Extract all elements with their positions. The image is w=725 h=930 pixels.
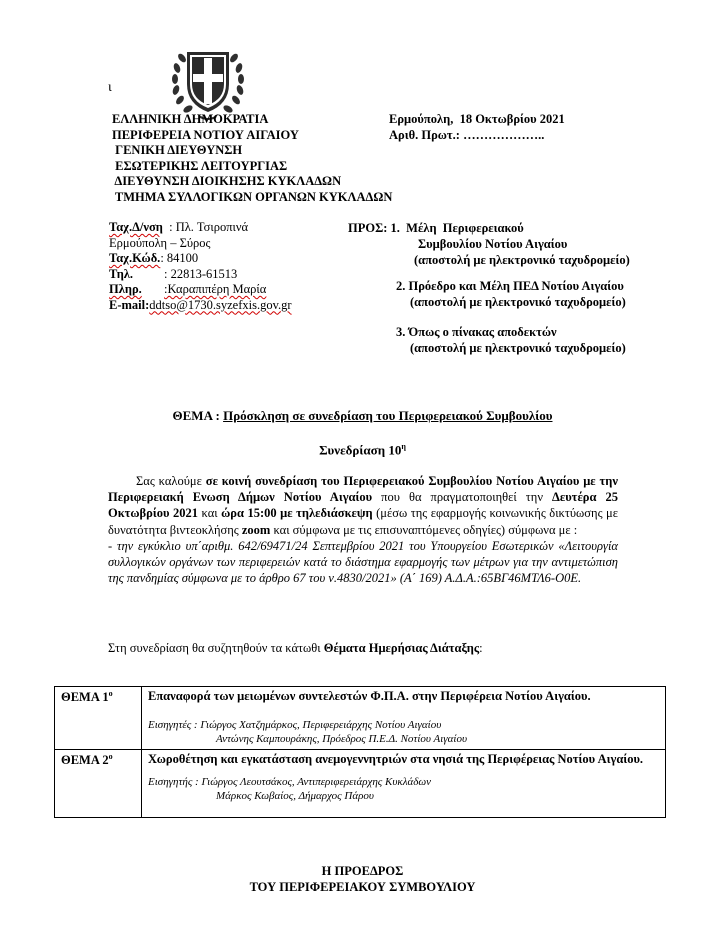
contact-block (109, 220, 292, 313)
subject-text: Πρόσκληση σε συνεδρίαση του Περιφερειακού Συμβουλίου (223, 408, 553, 423)
recipient-line: (αποστολή με ηλεκτρονικό ταχυδρομείο) (410, 295, 626, 309)
issuer-line: ΤΜΗΜΑ ΣΥΛΛΟΓΙΚΩΝ ΟΡΓΑΝΩΝ ΚΥΚΛΑΔΩΝ (112, 189, 393, 204)
issuer-line: ΠΕΡΙΦΕΡΕΙΑ ΝΟΤΙΟΥ ΑΙΓΑΙΟΥ (112, 127, 299, 142)
agenda-heading: Θέματα Ημερήσιας Διάταξης (323, 641, 480, 655)
signature-line: Η ΠΡΟΕΔΡΟΣ (321, 864, 404, 878)
text-run: και σύμφωνα με τις επισυναπτόμενες οδηγίες) σύμφωνα με : (270, 522, 578, 537)
recipient-line: (αποστολή με ηλεκτρονικό ταχυδρομείο) (414, 253, 630, 267)
contact-email (109, 298, 292, 314)
place-date: Ερμούπολη, 18 Οκτωβρίου 2021 (389, 112, 565, 126)
invitation-paragraph (108, 473, 618, 538)
contact-city: Ερμούπολη – Σύρος (109, 235, 211, 250)
recipients-block (348, 220, 630, 356)
agenda-item-title: Επαναφορά των μειωμένων συντελεστών Φ.Π.Α. στην Περιφέρεια Νοτίου Αιγαίου. (148, 689, 591, 703)
issuer-line: ΓΕΝΙΚΗ ΔΙΕΥΘΥΝΣΗ (112, 143, 243, 158)
recipient-3: 3. Όπως ο πίνακας αποδεκτών (396, 325, 557, 339)
circular-reference: - την εγκύκλιο υπ΄αριθμ. 642/69471/24 Σεπτεμβρίου 2021 του Υπουργείου Εσωτερικών «Λειτουργία συλλογικών οργάνων των περιφερειών κατά το διάστημα εφαρμογής των μέτρων για την αντιμετώπιση της πανδημίας σύμφωνα με το άρθρο 67 του ν.4830/2021» (Α΄ 169) Α.Δ.Α.:65ΒΓ46ΜΤΛ6-Ο0Ε. (108, 538, 618, 586)
meeting-date: Δευτέρα 25 Οκτωβρίου 2021 (108, 490, 618, 521)
agenda-item-rapporteurs: Εισηγητές : Γιώργος Χατζημάρκος, Περιφερειάρχης Νοτίου Αιγαίου Αντώνης Καμπουράκης, Πρόεδρος Π.Ε.Δ. Νοτίου Αιγαίου (148, 719, 467, 745)
email-value[interactable]: ddtso@1730.syzefxis.gov.gr (149, 297, 292, 312)
subject-line (0, 408, 725, 424)
email-label: E-mail: (109, 297, 150, 312)
signature-block (0, 863, 725, 895)
agenda-item-content (142, 687, 666, 750)
protocol-number (389, 128, 565, 144)
signature-line: ΤΟΥ ΠΕΡΙΦΕΡΕΙΑΚΟΥ ΣΥΜΒΟΥΛΙΟΥ (249, 880, 476, 894)
recipient-line: Συμβουλίου Νοτίου Αιγαίου (418, 237, 568, 251)
agenda-item-content (142, 750, 666, 818)
contact-phone (109, 267, 292, 283)
agenda-item-title: Χωροθέτηση και εγκατάσταση ανεμογεννητριών στα νησιά της Περιφέρειας Νοτίου Αιγαίου. (148, 752, 644, 766)
text-run: : (479, 641, 483, 655)
subject-label: ΘΕΜΑ : (172, 408, 224, 423)
recipient-1 (348, 220, 630, 236)
date-protocol-block (389, 112, 565, 143)
protocol-label: Αριθ. Πρωτ.: (389, 127, 460, 142)
header-mark: ι (108, 80, 112, 95)
issuer-block (112, 112, 392, 206)
agenda-item-number: ΘΕΜΑ $1^o$ (55, 687, 142, 750)
session-number (0, 442, 725, 458)
zoom-word: zoom (241, 522, 271, 537)
zip-label: Ταχ.Κώδ. (109, 251, 161, 265)
contact-info (109, 282, 292, 298)
session-sup: η (401, 442, 406, 451)
recipient-line: (αποστολή με ηλεκτρονικό ταχυδρομείο) (410, 341, 626, 355)
text-run: που θα πραγματοποιηθεί την (372, 490, 553, 505)
text-run: Σας καλούμε (136, 474, 206, 488)
contact-zip (109, 251, 292, 267)
session-label: Συνεδρίαση 10 (319, 442, 402, 458)
info-value: :Καραπιπέρη Μαρία (164, 282, 267, 296)
agenda-table (54, 686, 666, 818)
agenda-item-rapporteurs: Εισηγητής : Γιώργος Λεουτσάκος, Αντιπεριφερειάρχης Κυκλάδων Μάρκος Κωβαίος, Δήμαρχος Πάρου (148, 776, 431, 802)
to-label: ΠΡΟΣ: (348, 221, 388, 235)
table-row (55, 687, 666, 750)
info-label: Πληρ. (109, 282, 142, 296)
address-value: : Πλ. Τσιροπινά (162, 220, 249, 234)
table-row (55, 750, 666, 818)
contact-address (109, 220, 292, 236)
meeting-time: ώρα 15:00 με τηλεδιάσκεψη (221, 506, 373, 521)
text-run: σε κοινή συνεδρίαση του Περιφερειακού Συμβουλίου Νοτίου Αιγαίου με την Περιφερειακή Ενωση Δήμων Νοτίου Αιγαίου (108, 474, 618, 505)
greek-coat-of-arms-icon (168, 38, 248, 122)
invitation-body (108, 473, 618, 586)
recipient-line: 1. Μέλη Περιφερειακού (390, 221, 524, 235)
agenda-intro (108, 641, 483, 656)
text-run: (μέσω της εφαρμογής κοινωνικής δικτύωσης με δυνατότητα βιντεοκλήσης (108, 506, 618, 537)
text-run: και (197, 506, 222, 521)
address-label: Ταχ.Δ/νση (109, 220, 163, 234)
issuer-line: ΕΛΛΗΝΙΚΗ ΔΗΜΟΚΡΑΤΙΑ (112, 112, 269, 126)
agenda-item-number: ΘΕΜΑ $2^o$ (55, 750, 142, 818)
text-run: Στη συνεδρίαση θα συζητηθούν τα κάτωθι (108, 641, 324, 655)
issuer-line: ΕΣΩΤΕΡΙΚΗΣ ΛΕΙΤΟΥΡΓΙΑΣ (112, 158, 288, 173)
recipient-2: 2. Πρόεδρο και Μέλη ΠΕΔ Νοτίου Αιγαίου (396, 279, 624, 293)
protocol-value: ……………….. (459, 127, 545, 142)
phone-value: : 22813-61513 (164, 266, 238, 281)
issuer-line: ΔΙΕΥΘΥΝΣΗ ΔΙΟΙΚΗΣΗΣ ΚΥΚΛΑΔΩΝ (112, 174, 342, 189)
zip-value: : 84100 (160, 251, 199, 265)
phone-label: Τηλ. (109, 266, 134, 281)
